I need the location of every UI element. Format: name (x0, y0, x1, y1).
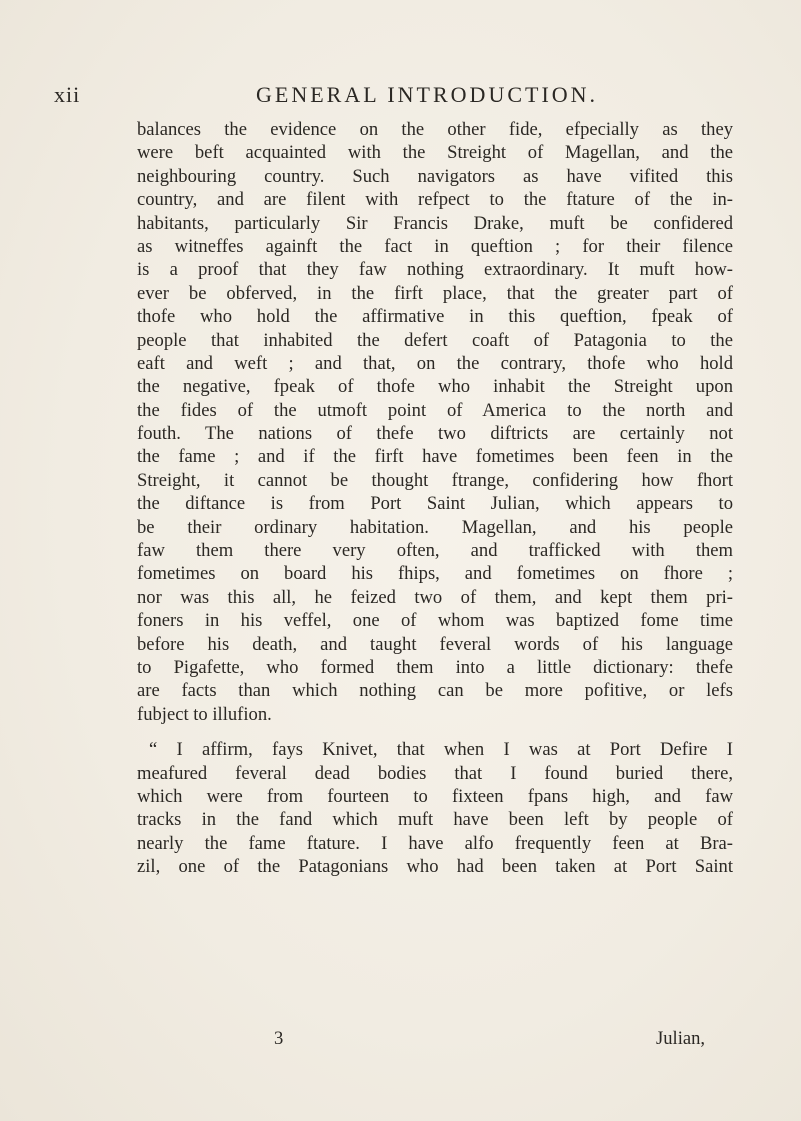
text-line: the negative, fpeak of thofe who inhabit the Streight upon (137, 376, 733, 398)
text-line: eaft and weft ; and that, on the contrary, thofe who hold (137, 352, 733, 374)
catchword: Julian, (656, 1028, 706, 1049)
text-line: the fides of the utmoft point of America to the north and (137, 399, 733, 421)
text-line: Streight, it cannot be thought ftrange, confidering how fhort (137, 469, 733, 491)
text-line: neighbouring country. Such navigators as have vifited this (137, 165, 733, 187)
text-line: habitants, particularly Sir Francis Drake, muft be confidered (137, 212, 733, 234)
text-line: the fame ; and if the firft have fometimes been feen in the (137, 446, 733, 468)
text-line: zil, one of the Patagonians who had been taken at Port Saint (137, 856, 733, 878)
text-line: before his death, and taught feveral words of his language (137, 633, 733, 655)
running-head (0, 82, 801, 116)
text-line: nearly the fame ftature. I have alfo frequently feen at Bra- (137, 832, 733, 854)
text-line: thofe who hold the affirmative in this queftion, fpeak of (137, 306, 733, 328)
page-footer (0, 1028, 801, 1054)
text-line: people that inhabited the defert coaft of Patagonia to the (137, 329, 733, 351)
text-line: fouth. The nations of thefe two diftricts are certainly not (137, 423, 733, 445)
paragraph-1 (137, 118, 733, 726)
text-line: fometimes on board his fhips, and fometimes on fhore ; (137, 563, 733, 585)
text-line: which were from fourteen to fixteen fpans high, and faw (137, 785, 733, 807)
text-line: “ I affirm, fays Knivet, that when I was at Port Defire I (149, 739, 733, 761)
body-text (137, 118, 733, 879)
text-line: fubject to illufion. (137, 703, 272, 725)
text-line: country, and are filent with refpect to the ftature of the in- (137, 189, 733, 211)
text-line: nor was this all, he feized two of them, and kept them pri- (137, 586, 733, 608)
signature-mark: 3 (274, 1028, 284, 1049)
text-line: balances the evidence on the other fide, efpecially as they (137, 119, 733, 140)
text-line: to Pigafette, who formed them into a little dictionary: thefe (137, 656, 733, 678)
paragraph-gap (137, 726, 733, 738)
text-line: faw them there very often, and trafficked with them (137, 540, 733, 562)
text-line: the diftance is from Port Saint Julian, which appears to (137, 493, 733, 515)
text-line: were beft acquainted with the Streight of Magellan, and the (137, 142, 733, 164)
text-line: meafured feveral dead bodies that I found buried there, (137, 762, 733, 784)
text-line: as witneffes againft the fact in queftion ; for their filence (137, 235, 733, 257)
page-number: xii (54, 82, 81, 107)
text-line: foners in his veffel, one of whom was baptized fome time (137, 610, 733, 632)
text-line: is a proof that they faw nothing extraordinary. It muft how- (137, 259, 733, 281)
running-title: GENERAL INTRODUCTION. (256, 82, 599, 107)
text-line: are facts than which nothing can be more pofitive, or lefs (137, 680, 733, 702)
text-line: be their ordinary habitation. Magellan, and his people (137, 516, 733, 538)
paragraph-2 (137, 738, 733, 878)
text-line: tracks in the fand which muft have been left by people of (137, 809, 733, 831)
text-line: ever be obferved, in the firft place, that the greater part of (137, 282, 733, 304)
